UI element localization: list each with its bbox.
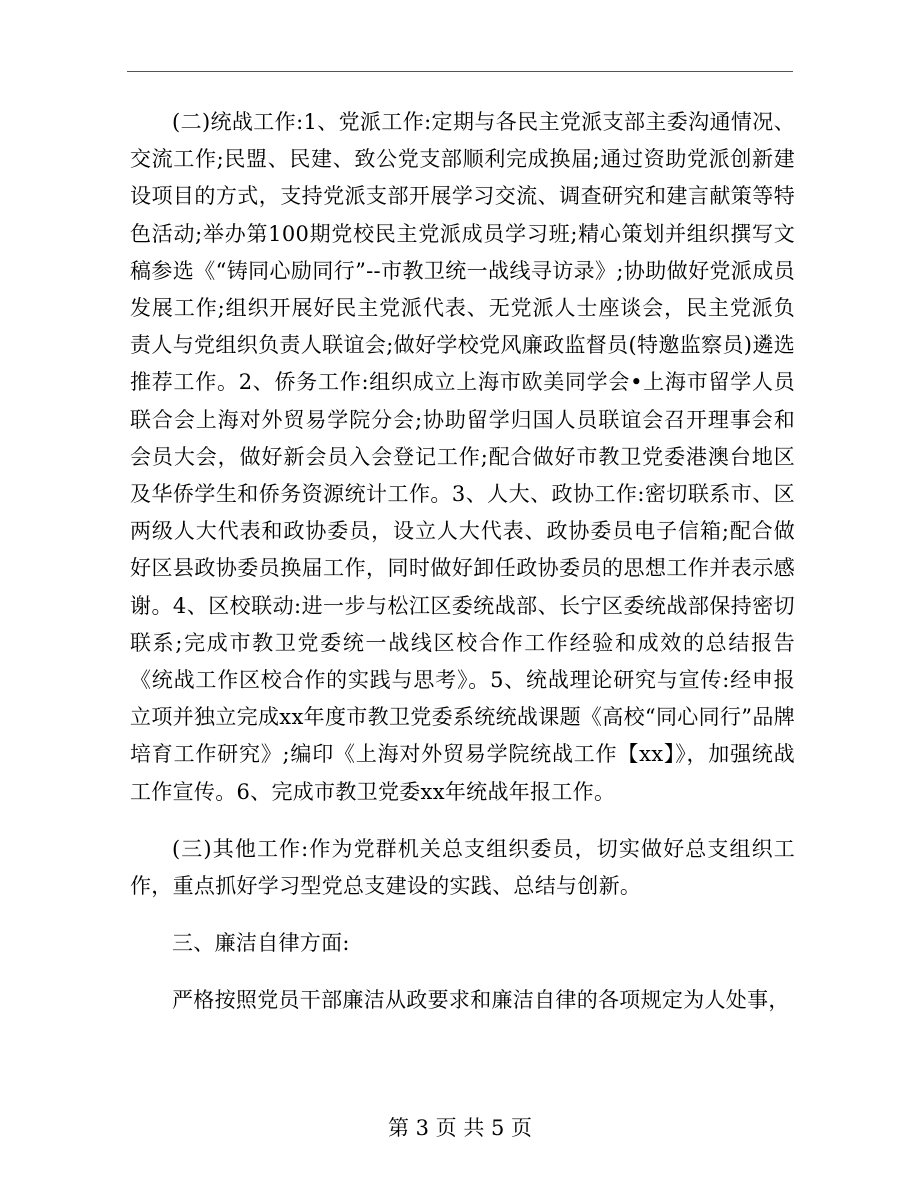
page-footer: 第 3 页 共 5 页: [387, 1116, 533, 1140]
header-rule: [127, 71, 793, 72]
document-body: [130, 104, 795, 1020]
paragraph-united-front-work: (二)统战工作:1、党派工作:定期与各民主党派支部主委沟通情况、交流工作;民盟、民建、致公党支部顺利完成换届;通过资助党派创新建设项目的方式，支持党派支部开展学习交流、调查研究和建言献策等特色活动;举办第100期党校民主党派成员学习班;精心策划并组织撰写文稿参选《“铸同心励同行”--市教卫统一战线寻访录》;协助做好党派成员发展工作;组织开展好民主党派代表、无党派人士座谈会，民主党派负责人与党组织负责人联谊会;做好学校党风廉政监督员(特邀监察员)遴选推荐工作。2、侨务工作:组织成立上海市欧美同学会•上海市留学人员联合会上海对外贸易学院分会;协助留学归国人员联谊会召开理事会和会员大会，做好新会员入会登记工作;配合做好市教卫党委港澳台地区及华侨学生和侨务资源统计工作。3、人大、政协工作:密切联系市、区两级人大代表和政协委员，设立人大代表、政协委员电子信箱;配合做好区县政协委员换届工作，同时做好卸任政协委员的思想工作并表示感谢。4、区校联动:进一步与松江区委统战部、长宁区委统战部保持密切联系;完成市教卫党委统一战线区校合作工作经验和成效的总结报告《统战工作区校合作的实践与思考》。5、统战理论研究与宣传:经申报立项并独立完成xx年度市教卫党委系统统战课题《高校“同心同行”品牌培育工作研究》;编印《上海对外贸易学院统战工作【xx】》，加强统战工作宣传。6、完成市教卫党委xx年统战年报工作。: [130, 110, 795, 804]
paragraph-other-work: (三)其他工作:作为党群机关总支组织委员，切实做好总支组织工作，重点抓好学习型党总支建设的实践、总结与创新。: [130, 836, 795, 899]
section-heading-integrity: 三、廉洁自律方面:: [172, 931, 350, 956]
paragraph-integrity: 严格按照党员干部廉洁从政要求和廉洁自律的各项规定为人处事，: [172, 988, 790, 1013]
